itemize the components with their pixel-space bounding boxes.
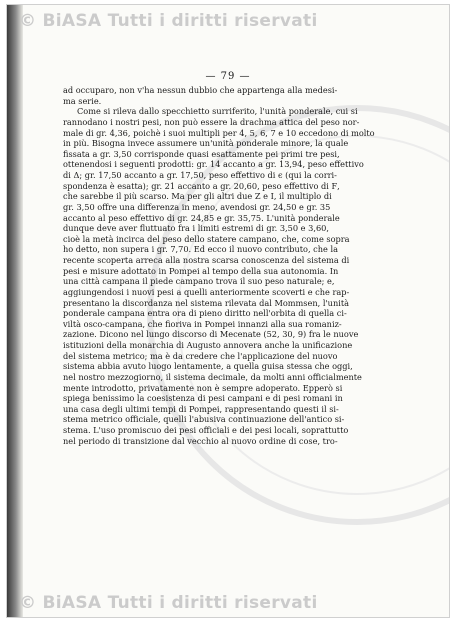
text-line: istituzioni della monarchia di Augusto annovera anche la unificazione <box>63 340 353 350</box>
text-line: pesi e misure adottato in Pompei al tempo della sua autonomia. In <box>63 265 339 276</box>
text-line: spondenza è esatta); gr. 21 accanto a gr. 20,60, peso effettivo di Ϝ, <box>63 180 340 191</box>
text-line: gr. 3,50 offre una differenza in meno, avendosi gr. 24,50 e gr. 35 <box>63 201 331 212</box>
text-line: zazione. Dicono nel lungo discorso di Mecenate (52, 30, 9) fra le nuove <box>63 329 359 340</box>
text-line: che sarebbe il più scarso. Ma per gli altri due Z e I, il multiplo di <box>63 191 332 202</box>
page-number: — 79 — <box>205 71 251 82</box>
text-line: nel periodo di transizione dal vecchio al nuovo ordine di cose, tro- <box>63 435 338 446</box>
text-line: rannodano i nostri pesi, non può essere la drachma attica del peso nor- <box>63 116 360 127</box>
text-line: cioè la metà incirca del peso dello statere campano, che, come sopra <box>63 233 350 244</box>
text-line: di Δ; gr. 17,50 accanto a gr. 17,50, peso effettivo di є (qui la corri- <box>63 170 337 180</box>
text-line: ho detto, non supera i gr. 7,70. Ed ecco il nuovo contributo, che la <box>63 244 338 255</box>
text-line: ad occuparo, non v'ha nessun dubbio che appartenga alla medesi- <box>63 85 338 95</box>
text-line: male di gr. 4,36, poichè i suoi multipli per 4, 5, 6, 7 e 10 eccedono di molto <box>63 127 375 138</box>
text-line: stema metrico officiale, quelli l'abusiva continuazione dell'antico si- <box>63 414 345 425</box>
text-line: del sistema metrico; ma è da credere che l'applicazione del nuovo <box>63 350 338 361</box>
text-line: viltà osco-campana, che fioriva in Pompei innanzi alla sua romaniz- <box>63 318 342 329</box>
text-line: ma serie. <box>63 95 102 106</box>
text-line: mente introdotto, privatamente non è sempre adoperato. Epperò si <box>63 382 343 393</box>
text-line: recente scoperta arreca alla nostra scarsa conoscenza del sistema di <box>63 255 350 265</box>
book-gutter-shadow <box>7 5 23 617</box>
text-line: nel nostro mezzogiorno, il sistema decimale, da molti anni officialmente <box>63 371 362 382</box>
text-line: in più. Bisogna invece assumere un'unità ponderale minore, la quale <box>63 138 349 149</box>
body-text <box>63 85 429 446</box>
text-line: Come si rileva dallo specchietto surriferito, l'unità ponderale, cui si <box>77 106 358 117</box>
text-line: sistema abbia avuto luogo lentamente, a quella guisa stessa che oggi, <box>63 361 353 372</box>
scanned-page <box>6 4 450 618</box>
text-line: una città campana il piede campano trova il suo peso naturale; e, <box>63 276 335 287</box>
text-line: aggiungendosi i nuovi pesi a quelli anteriormente scoverti e che rap- <box>63 286 350 297</box>
text-line: spiega benissimo la coesistenza di pesi campani e di pesi romani in <box>63 393 343 404</box>
text-line: fissata a gr. 3,50 corrisponde quasi esattamente pei primi tre pesi, <box>63 148 340 159</box>
text-line: accanto al peso effettivo di gr. 24,85 e gr. 35,75. L'unità ponderale <box>63 212 340 223</box>
copyright-watermark-top: © BiASA Tutti i diritti riservati <box>19 11 318 31</box>
text-line: ponderale campana entra ora di pieno diritto nell'orbita di quella ci- <box>63 308 347 319</box>
text-line: presentano la discordanza nel sistema rilevata dal Mommsen, l'unità <box>63 297 350 308</box>
copyright-watermark-bottom: © BiASA Tutti i diritti riservati <box>19 593 318 613</box>
text-line: stema. L'uso promiscuo dei pesi officiali e dei pesi locali, soprattutto <box>63 425 349 435</box>
text-line: ottenendosi i seguenti prodotti: gr. 14 accanto a gr. 13,94, peso effettivo <box>63 159 364 170</box>
text-line: dunque deve aver fluttuato fra i limiti estremi di gr. 3,50 e 3,60, <box>63 223 329 234</box>
text-line: una casa degli ultimi tempi di Pompei, rappresentando questi il si- <box>63 403 339 414</box>
